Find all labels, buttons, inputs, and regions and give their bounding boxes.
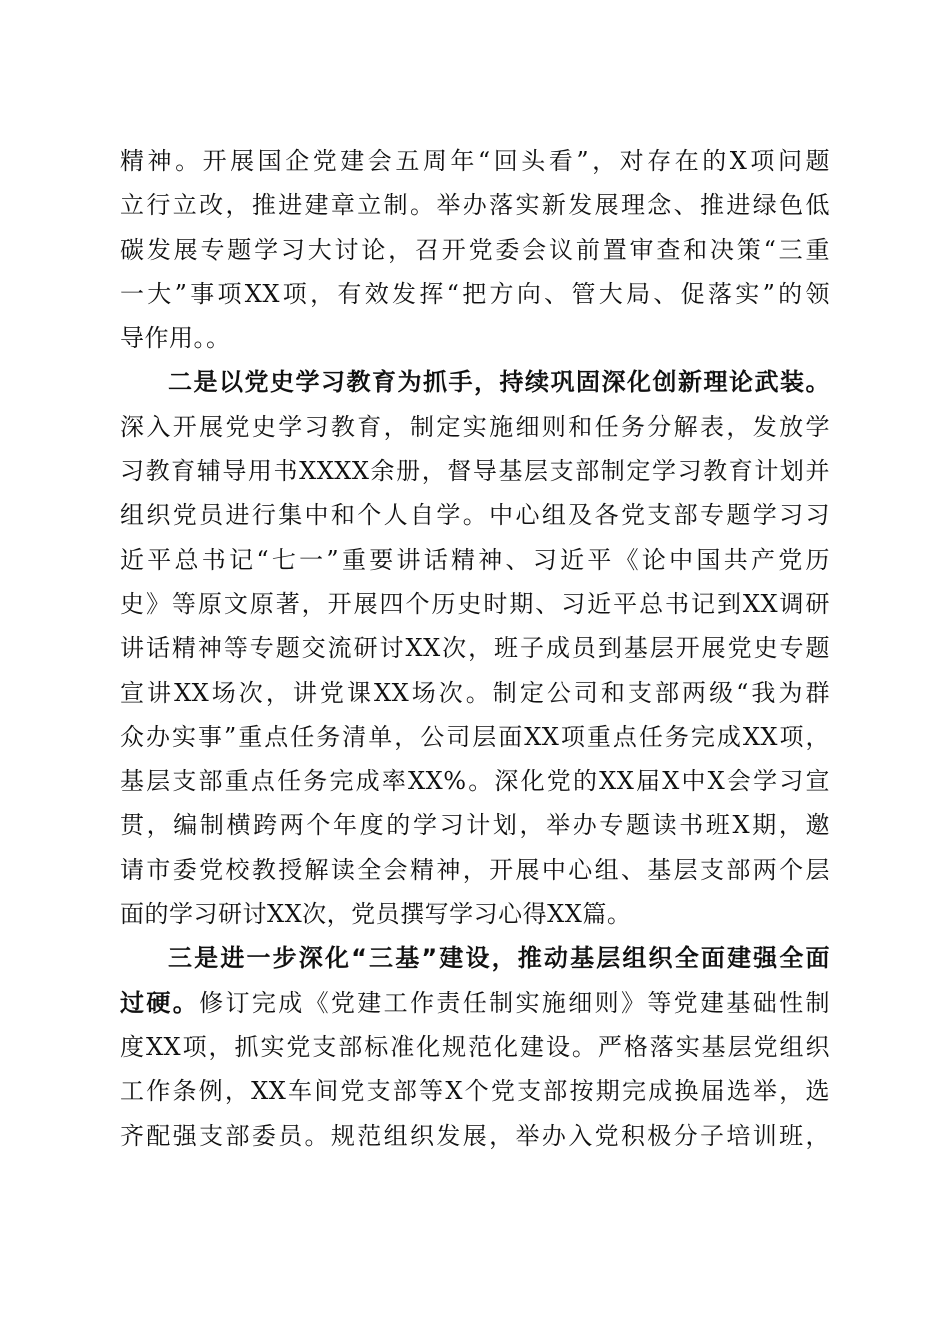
paragraph-2-line: 组织党员进行集中和个人自学。中心组及各党支部专题学习习 xyxy=(120,501,830,530)
paragraph-1-line: 立行立改，推进建章立制。举办落实新发展理念、推进绿色低 xyxy=(120,191,830,220)
paragraph-3-line-text: 修订完成《党建工作责任制实施细则》等党建基础性制 xyxy=(199,988,830,1017)
paragraph-2-line: 讲话精神等专题交流研讨XX次，班子成员到基层开展党史专题 xyxy=(120,634,830,663)
paragraph-2-line: 贯，编制横跨两个年度的学习计划，举办专题读书班X期，邀 xyxy=(120,811,830,840)
paragraph-2-line: 习教育辅导用书XXXX余册，督导基层支部制定学习教育计划并 xyxy=(120,457,830,486)
paragraph-3-line: 度XX项，抓实党支部标准化规范化建设。严格落实基层党组织 xyxy=(120,1032,830,1061)
paragraph-1-line: 碳发展专题学习大讨论，召开党委会议前置审查和决策“三重 xyxy=(120,235,830,264)
paragraph-3-line-mixed xyxy=(120,981,830,1025)
paragraph-3-line: 工作条例，XX车间党支部等X个党支部按期完成换届选举，选 xyxy=(120,1077,830,1106)
paragraph-2-heading: 二是以党史学习教育为抓手，持续巩固深化创新理论武装。 xyxy=(168,368,830,397)
paragraph-3-line: 齐配强支部委员。规范组织发展，举办入党积极分子培训班， xyxy=(120,1121,830,1150)
paragraph-2-line: 史》等原文原著，开展四个历史时期、习近平总书记到XX调研 xyxy=(120,589,830,618)
paragraph-2-line: 基层支部重点任务完成率XX%。深化党的XX届X中X会学习宣 xyxy=(120,767,830,796)
paragraph-1-line: 导作用。。 xyxy=(120,324,231,353)
document-body xyxy=(120,139,830,1158)
paragraph-3-heading: 三是进一步深化“三基”建设，推动基层组织全面建强全面 xyxy=(168,944,830,973)
paragraph-2-line: 深入开展党史学习教育，制定实施细则和任务分解表，发放学 xyxy=(120,412,830,441)
paragraph-2-line: 宣讲XX场次，讲党课XX场次。制定公司和支部两级“我为群 xyxy=(120,678,830,707)
paragraph-2-line: 众办实事”重点任务清单，公司层面XX项重点任务完成XX项， xyxy=(120,722,830,751)
paragraph-3-heading-end: 过硬。 xyxy=(120,988,200,1017)
paragraph-1-line: 一大”事项XX项，有效发挥“把方向、管大局、促落实”的领 xyxy=(120,279,830,308)
paragraph-2-line: 请市委党校教授解读全会精神，开展中心组、基层支部两个层 xyxy=(120,855,830,884)
paragraph-1-line: 精神。开展国企党建会五周年“回头看”，对存在的X项问题 xyxy=(120,147,830,175)
paragraph-2-line: 近平总书记“七一”重要讲话精神、习近平《论中国共产党历 xyxy=(120,545,830,574)
paragraph-2-line: 面的学习研讨XX次，党员撰写学习心得XX篇。 xyxy=(120,900,632,929)
